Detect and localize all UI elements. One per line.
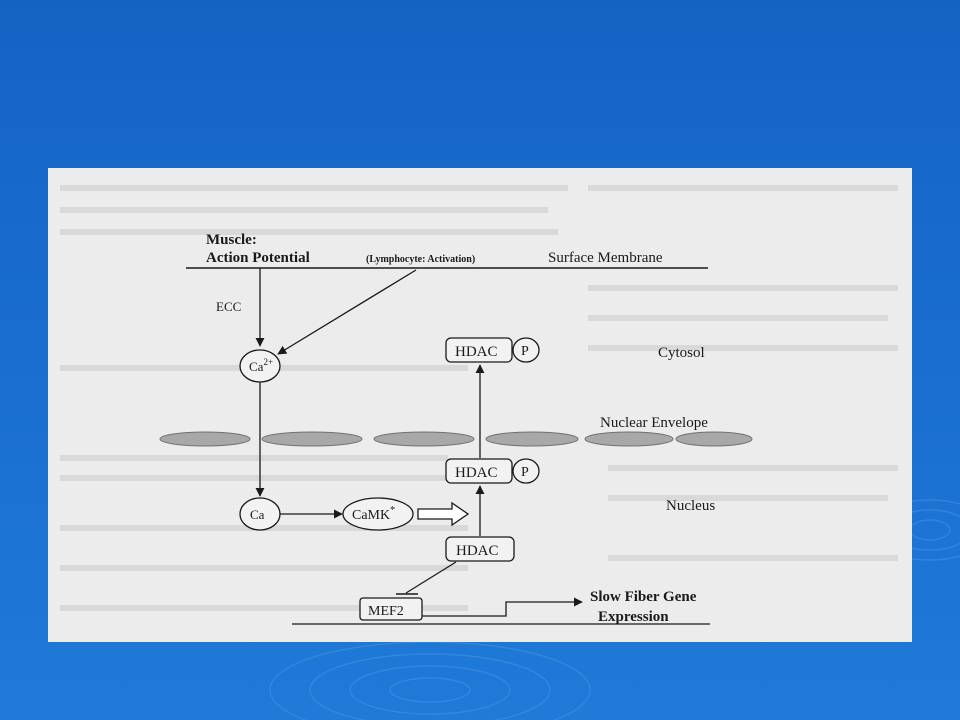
hdac-nucleus-p-label: HDAC <box>455 465 498 481</box>
mef2-label: MEF2 <box>368 604 404 619</box>
p-cytosol-label: P <box>521 344 529 359</box>
pathway-figure <box>48 168 912 642</box>
slow-fiber-label-line2: Expression <box>598 609 669 625</box>
p-nucleus-label: P <box>521 465 529 480</box>
nucleus-label: Nucleus <box>666 498 716 514</box>
ecc-label: ECC <box>216 299 242 314</box>
cytosol-label: Cytosol <box>658 345 705 361</box>
muscle-label: Muscle: <box>206 232 257 248</box>
surface-membrane-label: Surface Membrane <box>548 250 663 266</box>
camk-label: CaMK* <box>352 505 396 523</box>
lymphocyte-arrow <box>278 270 416 354</box>
ca-label: Ca <box>250 507 265 522</box>
nuclear-envelope <box>160 432 752 446</box>
hdac-nucleus-label: HDAC <box>456 543 499 559</box>
pathway-diagram <box>48 168 912 642</box>
camk-phosphorylation-arrow <box>418 503 468 525</box>
slow-fiber-label-line1: Slow Fiber Gene <box>590 589 697 605</box>
lymphocyte-label: (Lymphocyte: Activation) <box>366 254 476 265</box>
hdac-cytosol-label: HDAC <box>455 344 498 360</box>
nuclear-envelope-label: Nuclear Envelope <box>600 415 708 431</box>
ca2-label: $Ca^{2+}$ <box>249 357 274 374</box>
action-potential-label: Action Potential <box>206 250 310 266</box>
